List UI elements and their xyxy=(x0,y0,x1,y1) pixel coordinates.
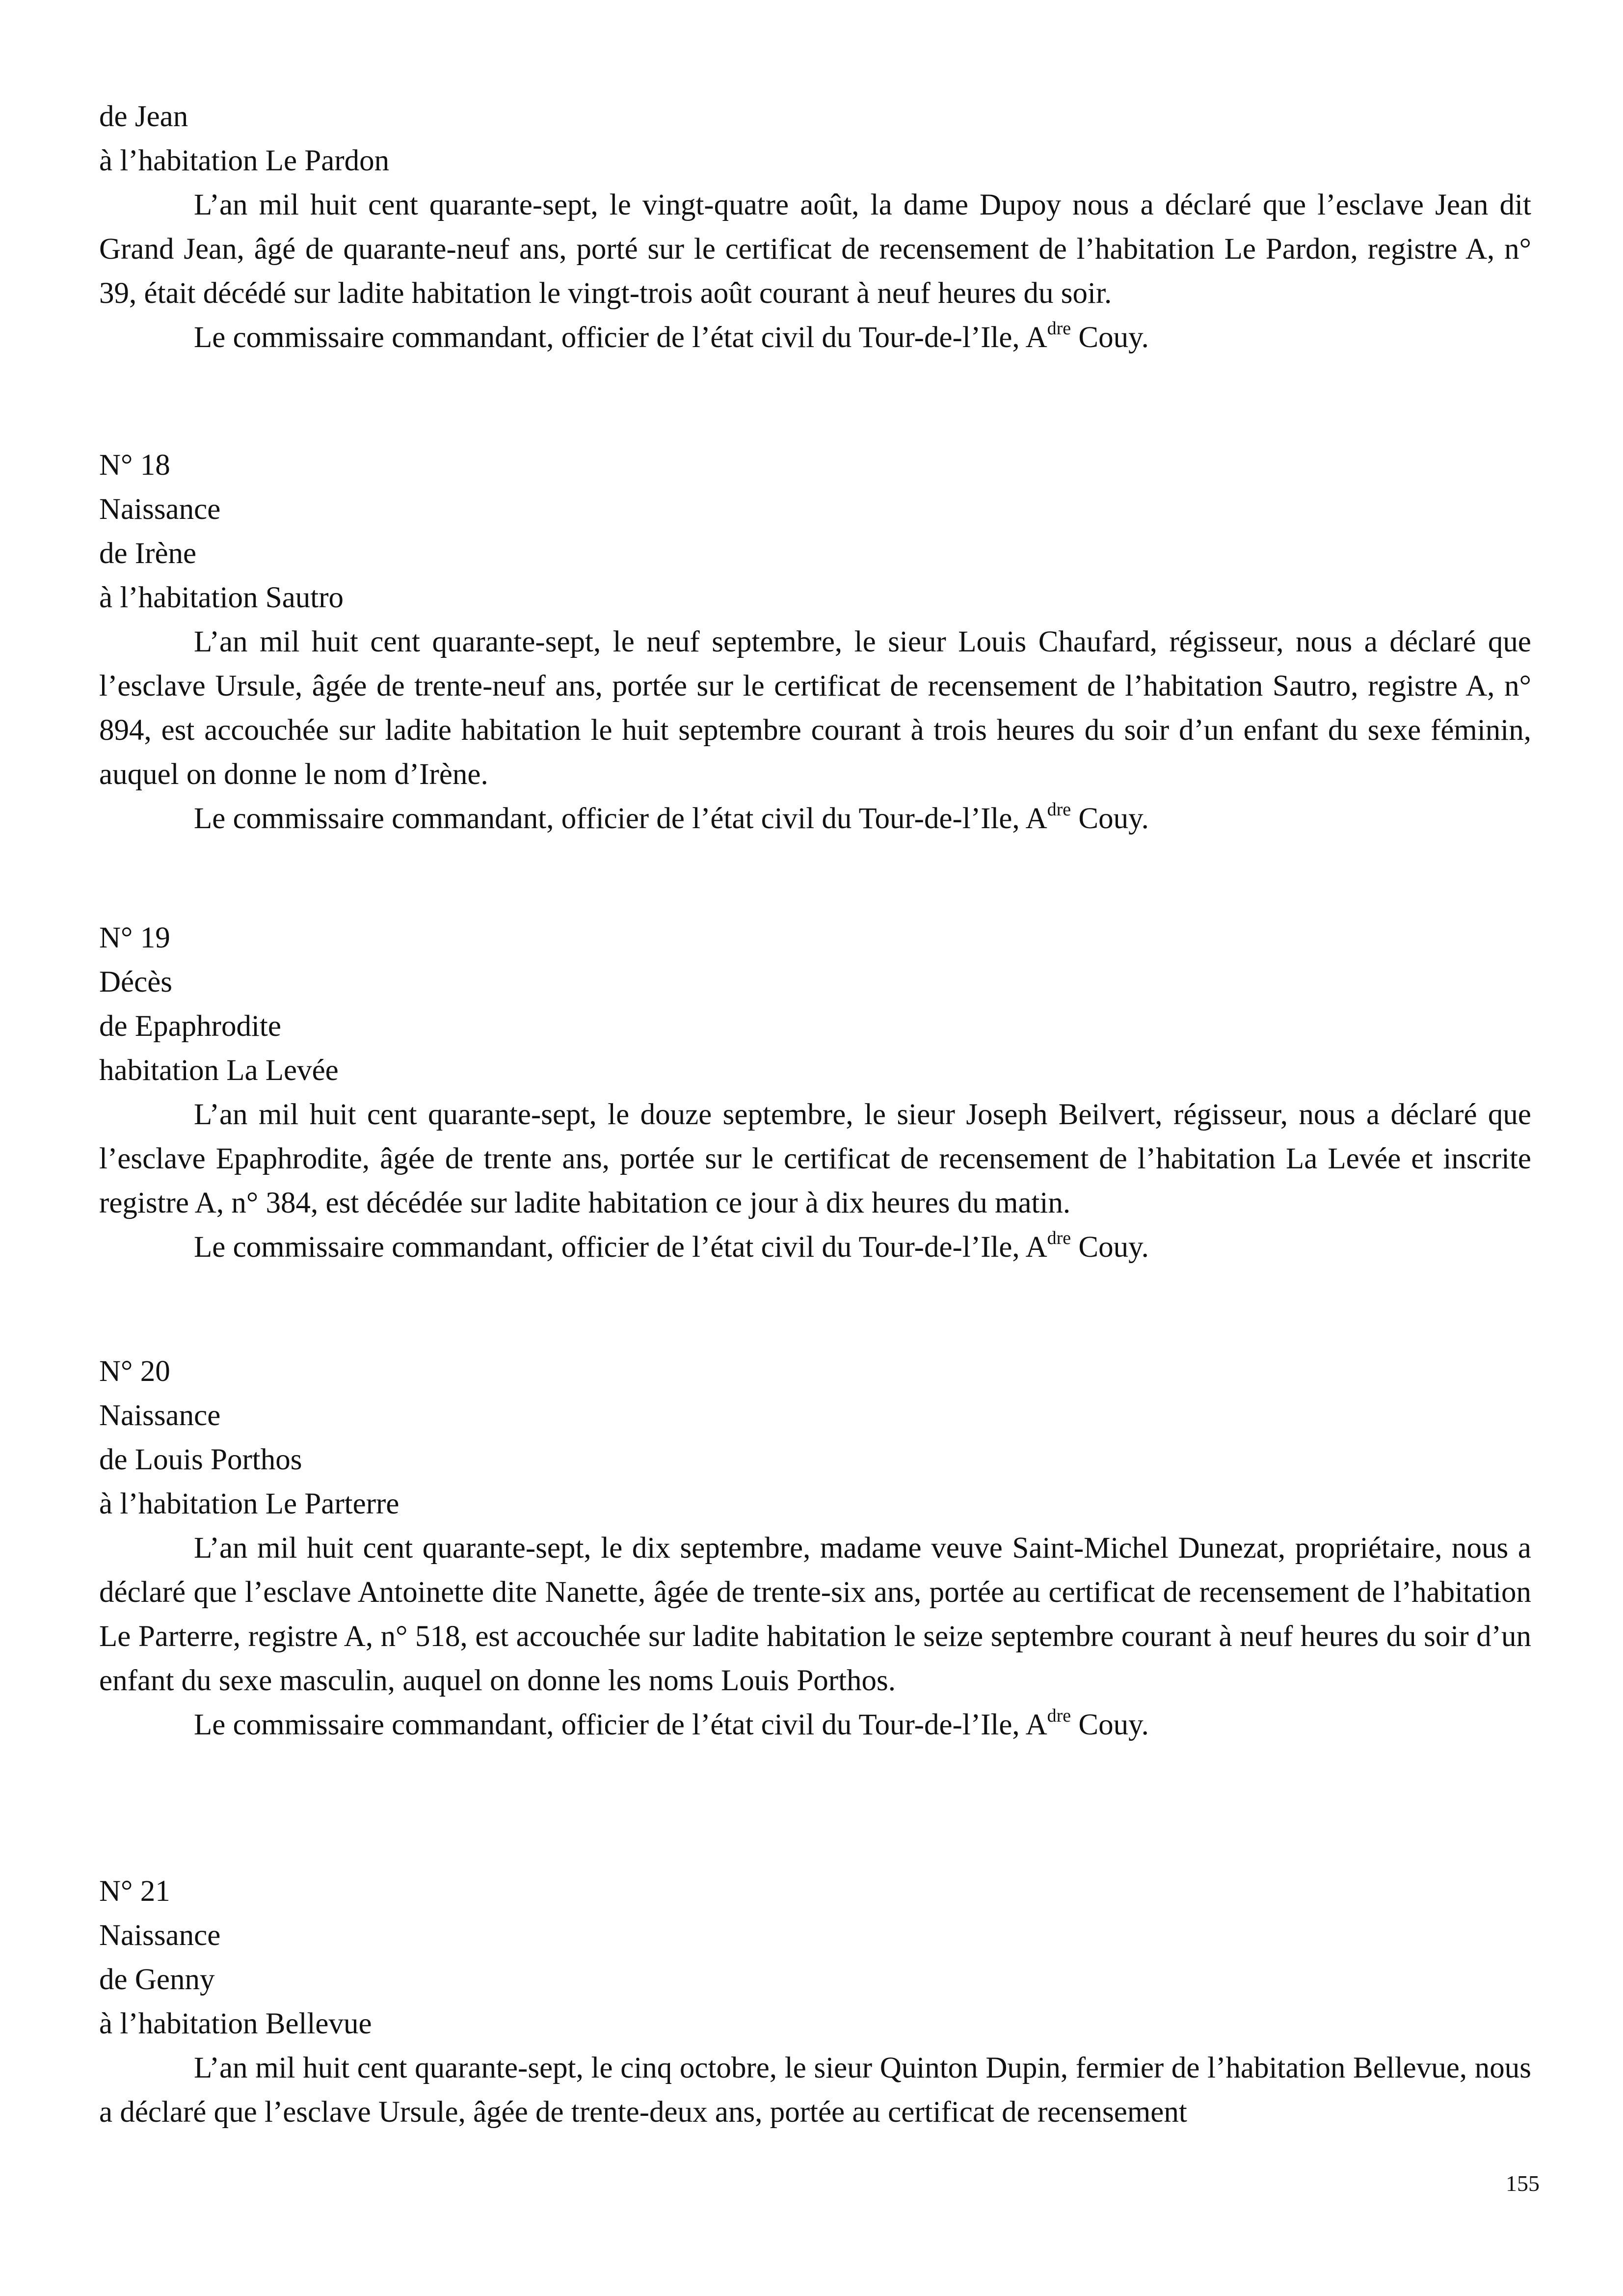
record-text: L’an mil huit cent quarante-sept, le douze septembre, le sieur Joseph Beilvert, régisseur, nous a déclaré que l’esclave Epaphrodite, âgée de trente ans, portée sur le certificat de recensement de l’habitation La Levée et inscrite registre A, n° 384, est décédée sur ladite habitation ce jour à dix heures du matin. xyxy=(99,1098,1531,1219)
record-text: L’an mil huit cent quarante-sept, le dix septembre, madame veuve Saint-Michel Dunezat, propriétaire, nous a déclaré que l’esclave Antoinette dite Nanette, âgée de trente-six ans, portée au certificat de recensement de l’habitation Le Parterre, registre A, n° 518, est accouchée sur ladite habitation le seize septembre courant à neuf heures du soir d’un enfant du sexe masculin, auquel on donne les noms Louis Porthos. xyxy=(99,1532,1531,1697)
record-name: de Irène xyxy=(99,537,197,570)
record-signature: Le commissaire commandant, officier de l’état civil du Tour-de-l’Ile, $A^{dre}$ Couy. xyxy=(194,318,1149,354)
record-name: de Genny xyxy=(99,1963,215,1996)
record-number: N° 19 xyxy=(99,921,170,954)
page-number: 155 xyxy=(1506,2171,1540,2196)
record-signature: Le commissaire commandant, officier de l’état civil du Tour-de-l’Ile, $A^{dre}$ Couy. xyxy=(194,1228,1149,1264)
record-type: Naissance xyxy=(99,493,221,526)
record-number: N° 18 xyxy=(99,449,170,482)
record-name: de Jean xyxy=(99,100,188,133)
record-location: à l’habitation Le Pardon xyxy=(99,144,390,177)
record-text: L’an mil huit cent quarante-sept, le vingt-quatre août, la dame Dupoy nous a déclaré que l’esclave Jean dit Grand Jean, âgé de quarante-neuf ans, porté sur le certificat de recensement de l’habitation Le Pardon, registre A, n° 39, était décédé sur ladite habitation le vingt-trois août courant à neuf heures du soir. xyxy=(99,189,1531,310)
record-type: Naissance xyxy=(99,1399,221,1432)
record-type: Naissance xyxy=(99,1919,221,1952)
record-signature: Le commissaire commandant, officier de l’état civil du Tour-de-l’Ile, $A^{dre}$ Couy. xyxy=(194,799,1149,835)
record-type: Décès xyxy=(99,966,173,999)
record-name: de Louis Porthos xyxy=(99,1443,302,1476)
record-location: à l’habitation Bellevue xyxy=(99,2007,372,2040)
record-location: à l’habitation Sautro xyxy=(99,581,344,614)
record-number: N° 20 xyxy=(99,1355,170,1388)
record-text: L’an mil huit cent quarante-sept, le neuf septembre, le sieur Louis Chaufard, régisseur, nous a déclaré que l’esclave Ursule, âgée de trente-neuf ans, portée sur le certificat de recensement de l’habitation Sautro, registre A, n° 894, est accouchée sur ladite habitation le huit septembre courant à trois heures du soir d’un enfant du sexe féminin, auquel on donne le nom d’Irène. xyxy=(99,625,1531,791)
record-signature: Le commissaire commandant, officier de l’état civil du Tour-de-l’Ile, $A^{dre}$ Couy. xyxy=(194,1705,1149,1741)
record-location: habitation La Levée xyxy=(99,1054,339,1087)
record-entry-18 xyxy=(99,443,1531,841)
record-entry-20 xyxy=(99,1350,1531,1747)
record-entry-21 xyxy=(99,1869,1531,2134)
record-name: de Epaphrodite xyxy=(99,1010,281,1043)
record-entry-19 xyxy=(99,916,1531,1270)
record-location: à l’habitation Le Parterre xyxy=(99,1487,399,1520)
record-entry-jean xyxy=(99,95,1531,360)
record-number: N° 21 xyxy=(99,1875,170,1908)
record-text: L’an mil huit cent quarante-sept, le cinq octobre, le sieur Quinton Dupin, fermier de l’habitation Bellevue, nous a déclaré que l’esclave Ursule, âgée de trente-deux ans, portée au certificat de recensement xyxy=(99,2052,1531,2129)
